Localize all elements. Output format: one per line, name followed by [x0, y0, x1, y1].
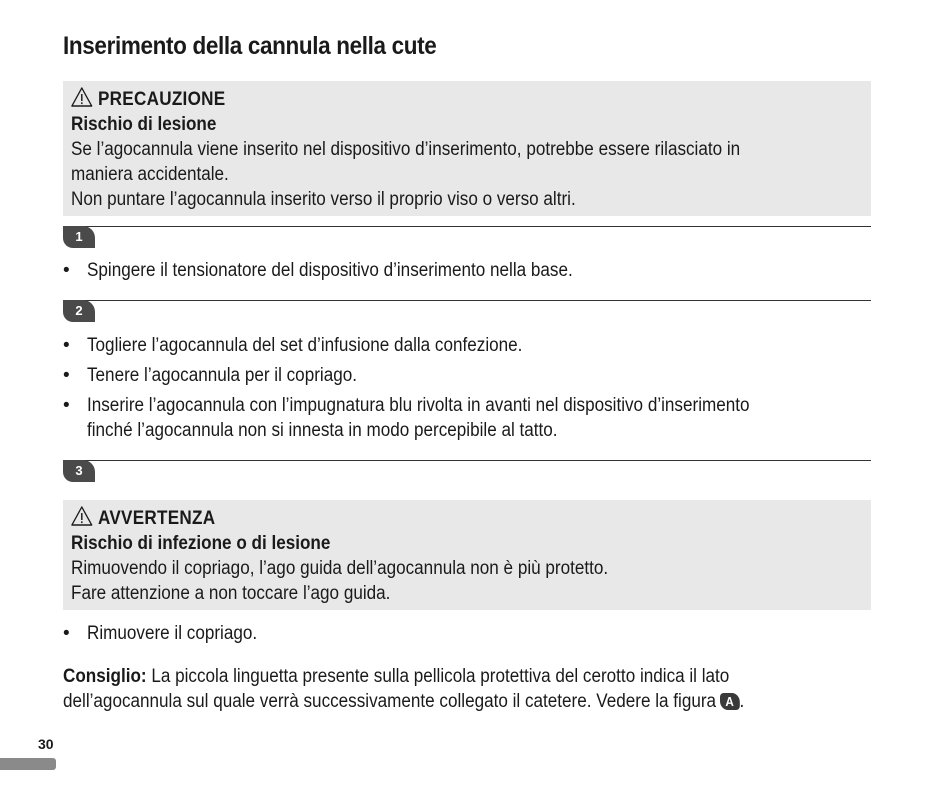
step-divider: [63, 226, 871, 227]
tip-end: .: [739, 691, 745, 712]
list-item: [63, 621, 871, 646]
bullet-icon: •: [63, 395, 70, 416]
tip-text: dell’agocannula sul quale verrà successivamente collegato il catetere. Vedere la figura: [63, 691, 717, 712]
list-item-text: Inserire l’agocannula con l’impugnatura blu rivolta in avanti nel dispositivo d’inserimento: [87, 395, 750, 416]
caution-subheading: Rischio di lesione: [71, 114, 217, 135]
list-item-text: Tenere l’agocannula per il copriago.: [87, 365, 357, 386]
caution-line: maniera accidentale.: [71, 164, 229, 185]
page-number: 30: [38, 736, 54, 752]
caution-heading-text: PRECAUZIONE: [98, 89, 226, 110]
step-2-header: [63, 300, 871, 324]
step-number-badge: 2: [63, 300, 95, 322]
step-1-list: [63, 258, 871, 288]
tip-line-2: [63, 689, 790, 714]
tip-paragraph: [63, 664, 871, 714]
list-item: [63, 333, 871, 358]
warning-triangle-icon: [71, 87, 93, 107]
list-item-text: Togliere l’agocannula del set d’infusione dalla confezione.: [87, 335, 523, 356]
step-1-header: [63, 226, 871, 250]
warning-heading: [71, 506, 784, 531]
figure-reference-badge: A: [720, 693, 740, 710]
page-tab-marker: [0, 758, 56, 770]
caution-heading: [71, 87, 784, 112]
bullet-icon: •: [63, 260, 70, 281]
page-title: Inserimento della cannula nella cute: [63, 32, 437, 60]
list-item-text: finché l’agocannula non si innesta in modo percepibile al tatto.: [87, 420, 558, 441]
step-2-list: [63, 333, 871, 448]
bullet-icon: •: [63, 365, 70, 386]
warning-heading-text: AVVERTENZA: [98, 508, 216, 529]
step-3-list: [63, 621, 871, 651]
warning-box: [63, 500, 871, 610]
step-divider: [63, 460, 871, 461]
warning-triangle-icon: [71, 506, 93, 526]
list-item-text: Spingere il tensionatore del dispositivo d’inserimento nella base.: [87, 260, 573, 281]
list-item: [63, 393, 871, 443]
bullet-icon: •: [63, 623, 70, 644]
tip-label: Consiglio:: [63, 666, 147, 687]
caution-line: Non puntare l’agocannula inserito verso il proprio viso o verso altri.: [71, 189, 576, 210]
caution-box: [63, 81, 871, 216]
warning-line: Rimuovendo il copriago, l’ago guida dell’agocannula non è più protetto.: [71, 558, 609, 579]
list-item: [63, 258, 871, 283]
list-item: [63, 363, 871, 388]
bullet-icon: •: [63, 335, 70, 356]
tip-text: La piccola linguetta presente sulla pellicola protettiva del cerotto indica il lato: [151, 666, 730, 687]
step-divider: [63, 300, 871, 301]
warning-subheading: Rischio di infezione o di lesione: [71, 533, 331, 554]
list-item-text: Rimuovere il copriago.: [87, 623, 258, 644]
step-number-badge: 1: [63, 226, 95, 248]
caution-line: Se l’agocannula viene inserito nel dispositivo d’inserimento, potrebbe essere rilasciato in: [71, 139, 741, 160]
step-number-badge: 3: [63, 460, 95, 482]
warning-line: Fare attenzione a non toccare l’ago guida.: [71, 583, 391, 604]
step-3-header: [63, 460, 871, 484]
tip-line-1: [63, 664, 790, 689]
